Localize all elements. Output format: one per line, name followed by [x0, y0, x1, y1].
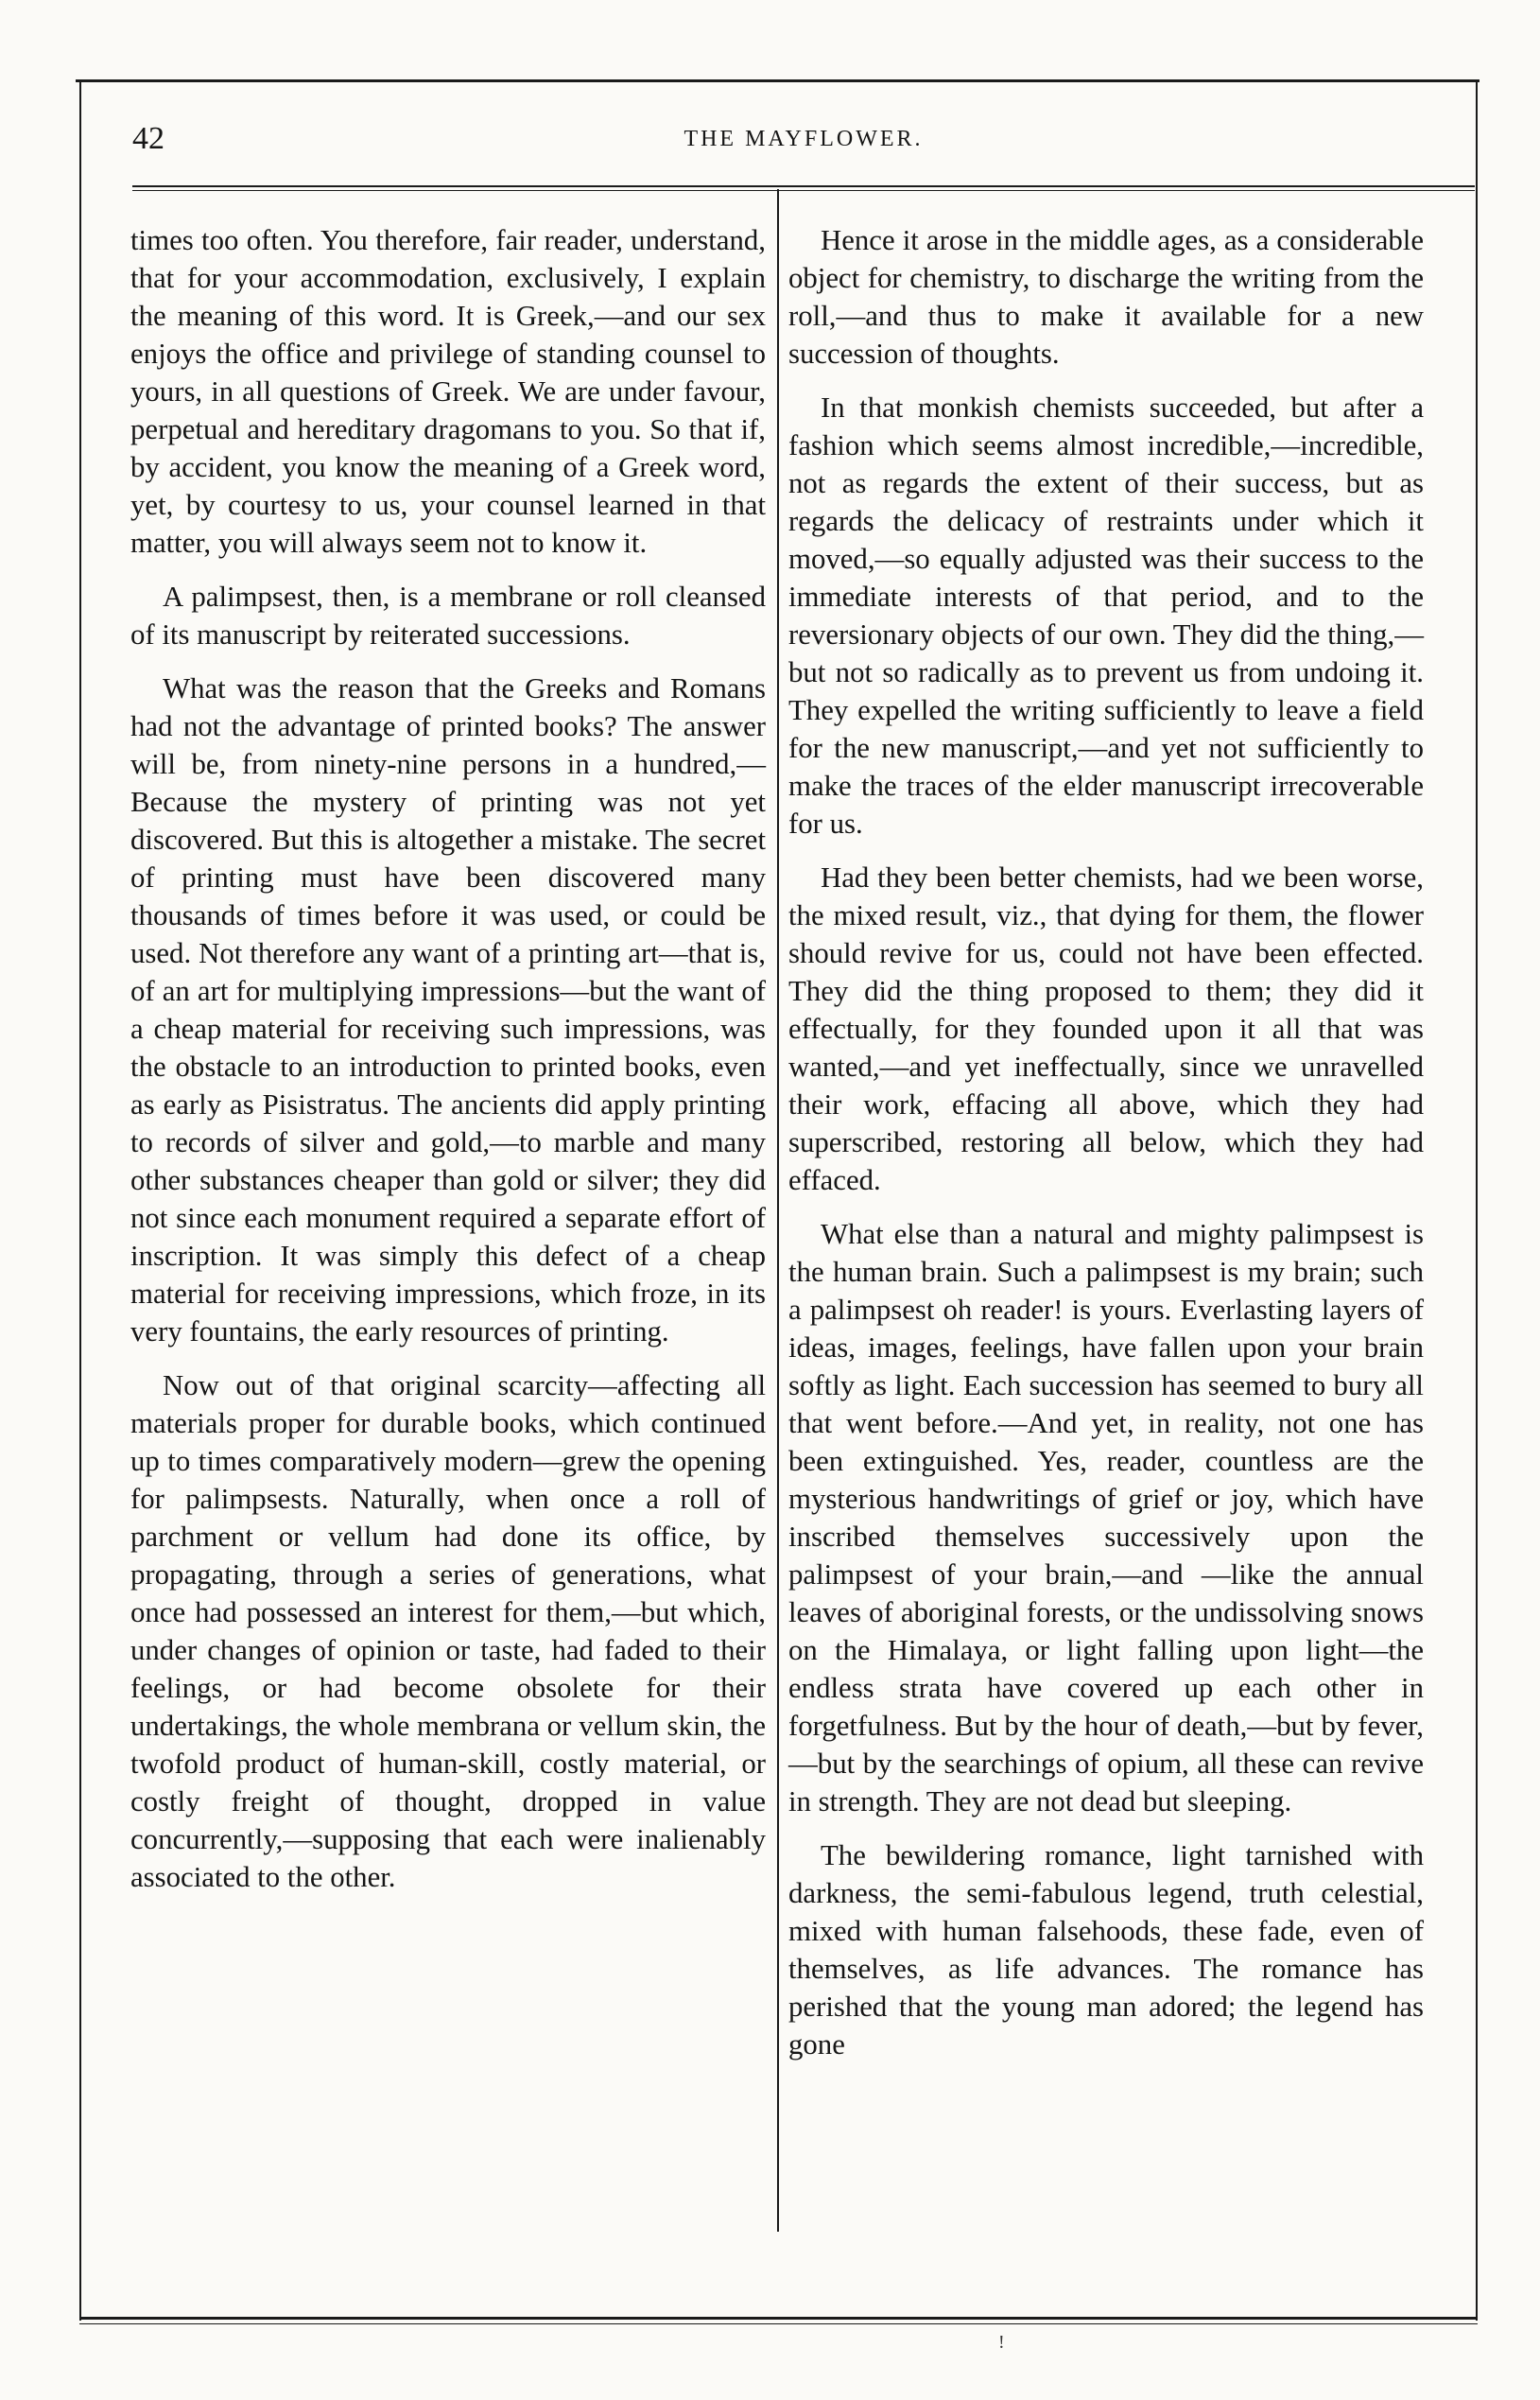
right-column	[788, 221, 1424, 2226]
column-divider	[777, 189, 779, 2232]
left-border-rule	[79, 79, 81, 2321]
header-rule	[132, 185, 1475, 187]
paragraph: A palimpsest, then, is a membrane or roll cleansed of its manuscript by reiterated successions.	[130, 581, 766, 651]
bottom-rule	[79, 2317, 1478, 2320]
page-header	[132, 113, 1475, 170]
paragraph: times too often. You therefore, fair reader, understand, that for your accommodation, exclusively, I explain the meaning of this word. It is Greek,—and our sex enjoys the office and privilege of standing counsel to yours, in all questions of Greek. We are under favour, perpetual and hereditary dragomans to you. So that if, by accident, you know the meaning of a Greek word, yet, by courtesy to us, your counsel learned in that matter, you will always seem not to know it.	[130, 224, 766, 559]
right-border-rule	[1476, 79, 1478, 2321]
paragraph: Now out of that original scarcity—affecting all materials proper for durable books, which continued up to times comparatively modern—grew the opening for palimpsests. Naturally, when once a roll of parchment or vellum had done its office, by propagating, through a series of generations, what once had possessed an interest for them,—but which, under changes of opinion or taste, had faded to their feelings, or had become obsolete for their undertakings, the whole membrana or vellum skin, the twofold product of human-skill, costly material, or costly freight of thought, dropped in value concurrently,—supposing that each were inalienably associated to the other.	[130, 1369, 766, 1893]
page-number: 42	[132, 121, 164, 156]
signature-mark: !	[998, 2332, 1005, 2353]
paragraph: Had they been better chemists, had we been worse, the mixed result, viz., that dying for them, the flower should revive for us, could not have been effected. They did the thing proposed to them; they did it effectually, for they founded upon it all that was wanted,—and yet ineffectually, since we unravelled their work, effacing all above, which they had superscribed, restoring all below, which they had effaced.	[788, 861, 1424, 1196]
paragraph: The bewildering romance, light tarnished with darkness, the semi-fabulous legend, truth celestial, mixed with human falsehoods, these fade, even of themselves, as life advances. The romance has perished that the young man adored; the legend has gone	[788, 1839, 1424, 2061]
paragraph: In that monkish chemists succeeded, but after a fashion which seems almost incredible,—incredible, not as regards the extent of their success, but as regards the delicacy of restraints under which it moved,—so equally adjusted was their success to the immediate interests of that period, and to the reversionary objects of our own. They did the thing,—but not so radically as to prevent us from undoing it. They expelled the writing sufficiently to leave a field for the new manuscript,—and yet not sufficiently to make the traces of the elder manuscript irrecoverable for us.	[788, 391, 1424, 840]
running-title: THE MAYFLOWER.	[683, 127, 924, 151]
paragraph: What was the reason that the Greeks and Romans had not the advantage of printed books? The answer will be, from ninety-nine persons in a hundred,—Because the mystery of printing was not yet discovered. But this is altogether a mistake. The secret of printing must have been discovered many thousands of times before it was used, or could be used. Not therefore any want of a printing art—that is, of an art for multiplying impressions—but the want of a cheap material for receiving such impressions, was the obstacle to an introduction to printed books, even as early as Pisistratus. The ancients did apply printing to records of silver and gold,—to marble and many other substances cheaper than gold or silver; they did not since each monument required a separate effort of inscription. It was simply this defect of a cheap material for receiving impressions, which froze, in its very fountains, the early resources of printing.	[130, 672, 766, 1348]
bottom-rule-thin	[79, 2323, 1478, 2324]
paragraph: Hence it arose in the middle ages, as a considerable object for chemistry, to discharge the writing from the roll,—and thus to make it available for a new succession of thoughts.	[788, 224, 1424, 370]
left-column	[130, 221, 766, 2226]
header-rule-thin	[132, 190, 1475, 191]
paragraph: What else than a natural and mighty palimpsest is the human brain. Such a palimpsest is my brain; such a palimpsest oh reader! is yours. Everlasting layers of ideas, images, feelings, have fallen upon your brain softly as light. Each succession has seemed to bury all that went before.—And yet, in reality, not one has been extinguished. Yes, reader, countless are the mysterious handwritings of grief or joy, which have inscribed themselves successively upon the palimpsest of your brain,—and —like the annual leaves of aboriginal forests, or the undissolving snows on the Himalaya, or light falling upon light—the endless strata have covered up each other in forgetfulness. But by the hour of death,—but by fever,—but by the searchings of opium, all these can revive in strength. They are not dead but sleeping.	[788, 1218, 1424, 1817]
top-rule	[76, 79, 1479, 82]
